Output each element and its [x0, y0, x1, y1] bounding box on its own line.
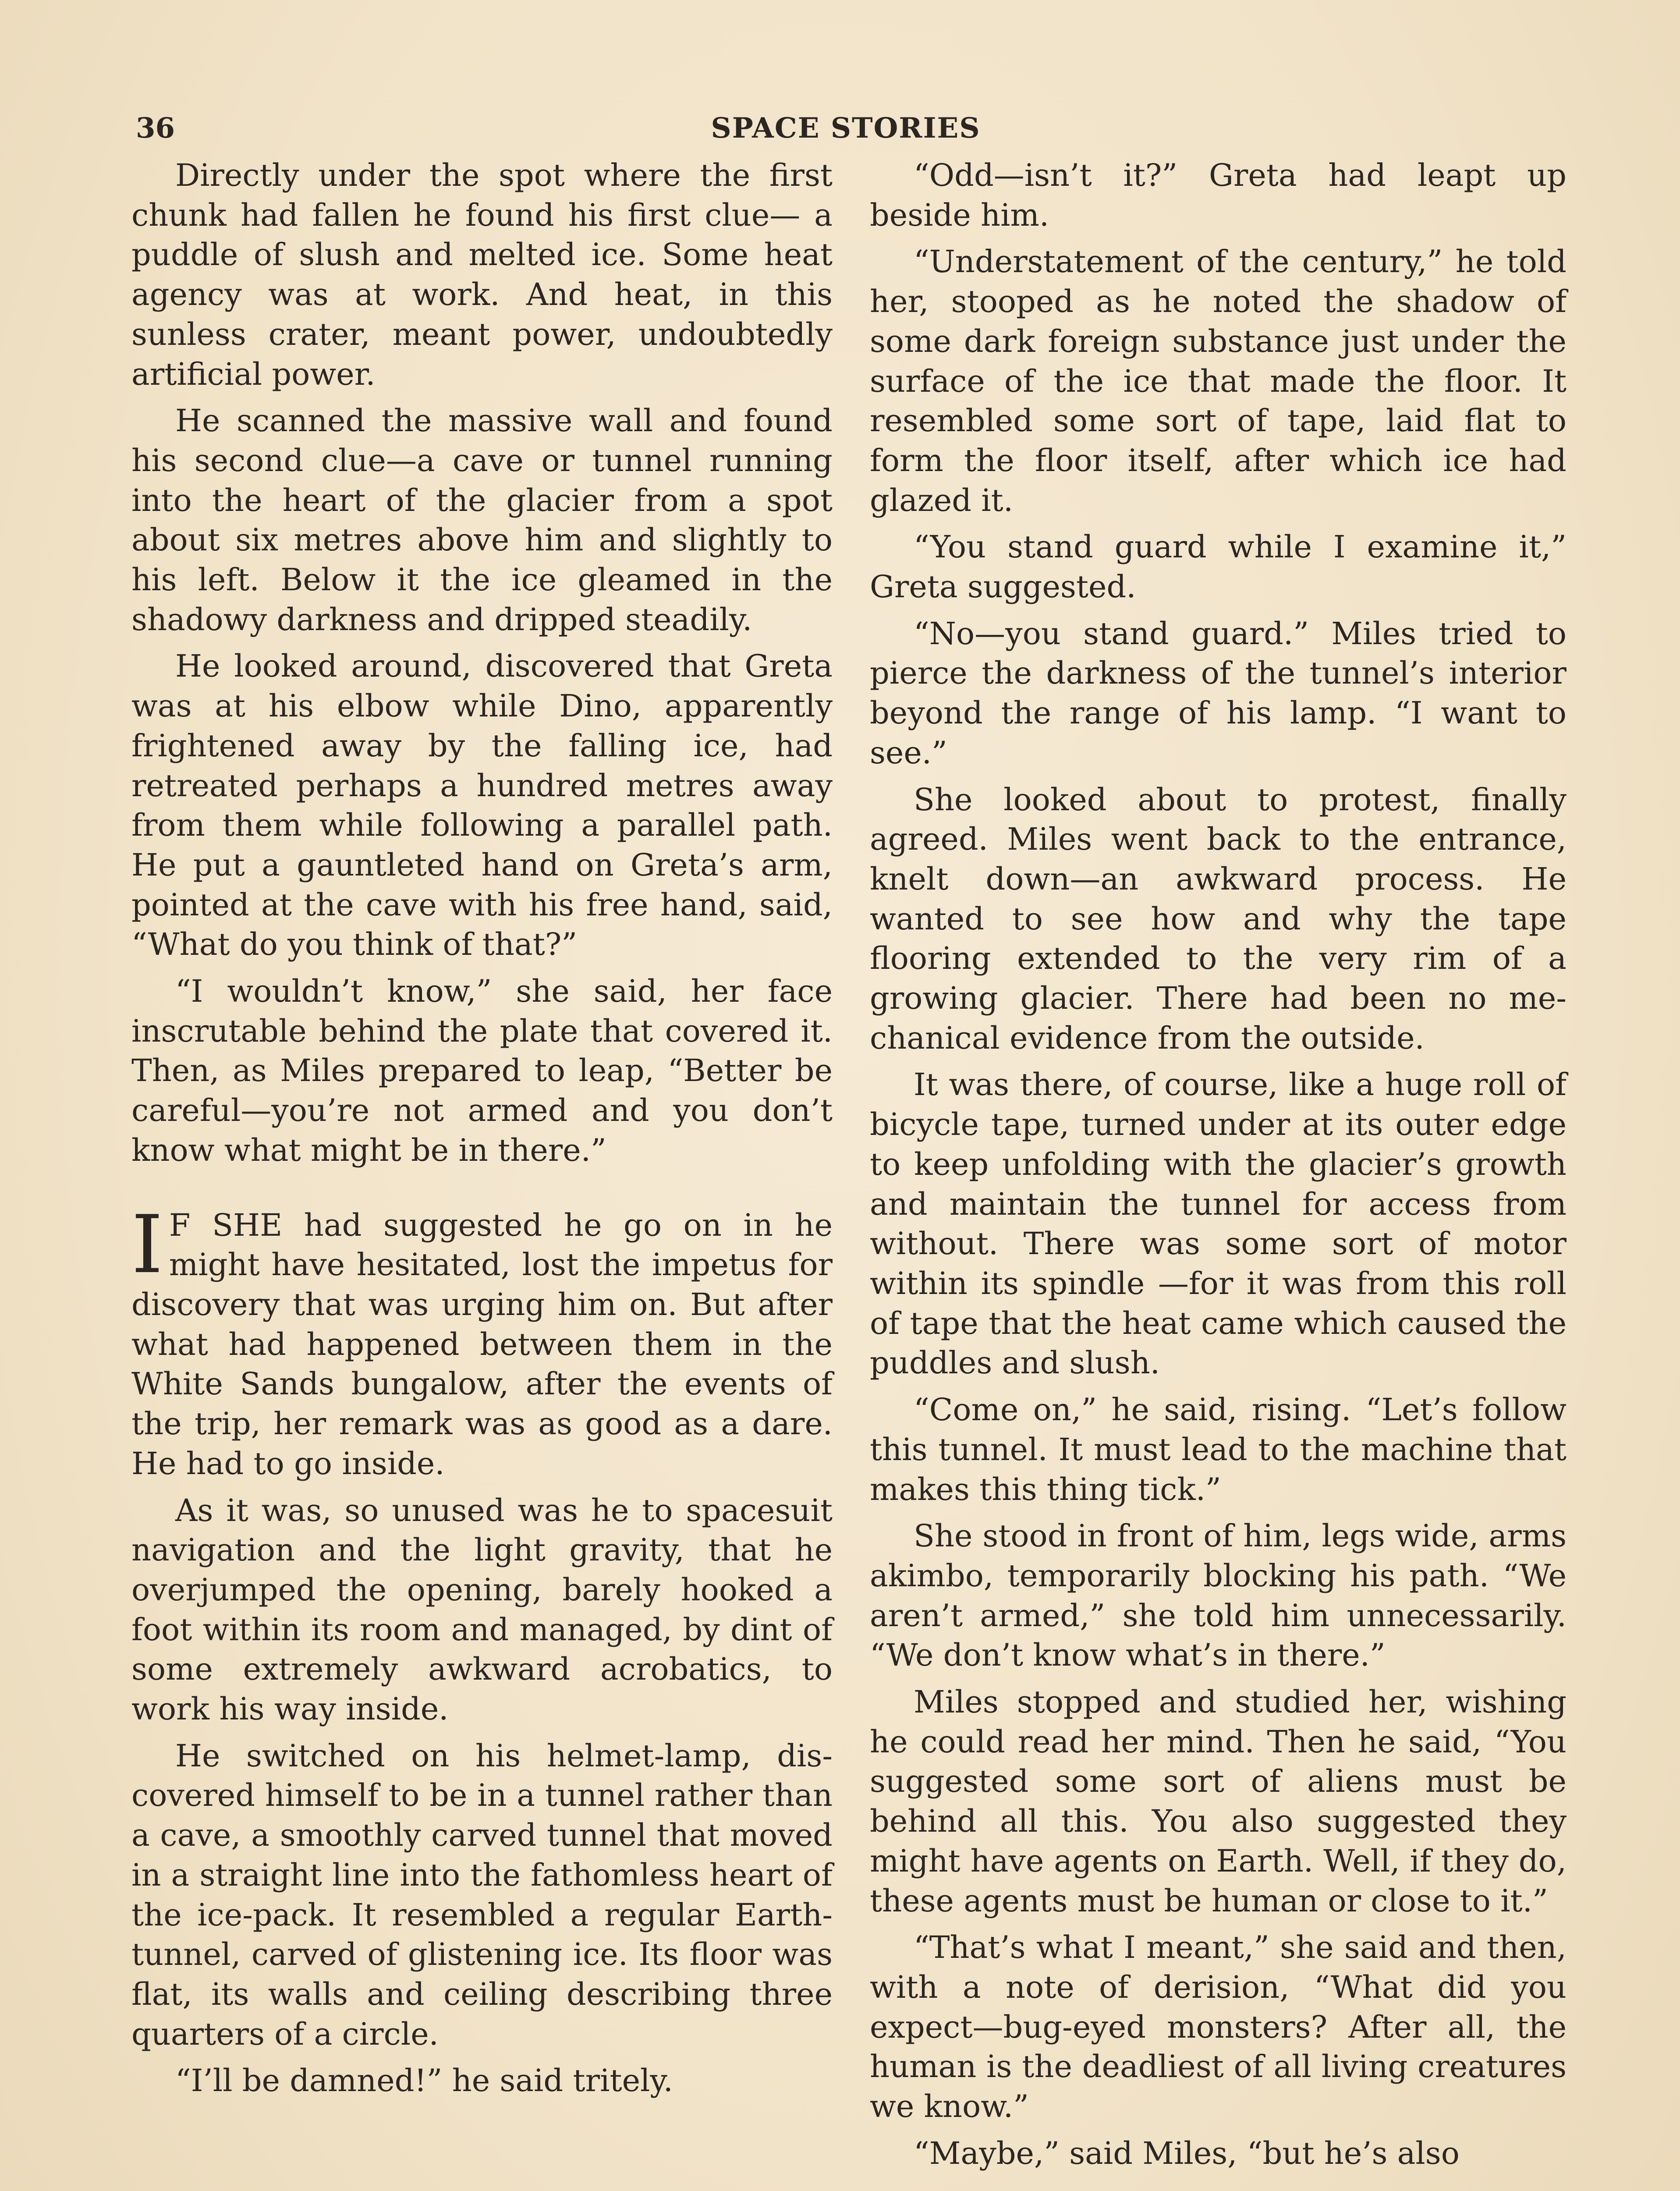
paragraph: “You stand guard while I examine it,” Greta suggested.	[870, 529, 1567, 605]
paragraph: “Understatement of the century,” he told her, stooped as he noted the shadow of some dark foreign substance just under the surface of the ice that made the floor. It resembled some sort of tape, laid flat to form the floor itself, after which ice had glazed it.	[870, 244, 1567, 518]
drop-cap: I	[131, 1198, 163, 1291]
paragraph: It was there, of course, like a huge roll of bicycle tape, turned under at its outer edge to keep unfolding with the glacier’s growth and maintain the tunnel for access from without. There was some sort of motor within its spindle —for it was from this roll of tape that the heat came which caused the puddles and slush.	[870, 1067, 1567, 1381]
paragraph: Directly under the spot where the first chunk had fallen he found his first clue— a puddle of slush and melted ice. Some heat agency was at work. And heat, in this sunless crater, meant power, undoubtedly artificial power.	[131, 157, 833, 392]
paragraph: He looked around, discovered that Greta was at his elbow while Dino, apparently frightened away by the falling ice, had retreated perhaps a hundred metres away from them while following a parallel path. He put a gauntleted hand on Greta’s arm, pointed at the cave with his free hand, said, “What do you think of that?”	[131, 648, 833, 963]
running-head: SPACE STORIES	[711, 112, 981, 145]
section-opening-text: F SHE had suggested he go on in he might have hesitated, lost the impetus for discovery that was urging him on. But after what had happened between them in the White Sands bungalow, after the events of the trip, her remark was as good as a dare. He had to go inside.	[131, 1207, 833, 1482]
paragraph: He switched on his helmet-lamp, discovered himself to be in a tunnel rather than a cave, a smoothly carved tunnel that moved in a straight line into the fathomless heart of the ice-pack. It resembled a regular Earth-tunnel, carved of glistening ice. Its floor was flat, its walls and ceiling describing three quarters of a circle.	[131, 1737, 833, 2052]
right-column	[870, 156, 1567, 2180]
paragraph: “Odd—isn’t it?” Greta had leapt up beside him.	[870, 157, 1567, 233]
paragraph: She looked about to protest, finally agreed. Miles went back to the entrance, knelt down—an awkward process. He wanted to see how and why the tape flooring extended to the very rim of a growing glacier. There had been no mechanical evidence from the outside.	[870, 781, 1567, 1056]
paragraph: “I wouldn’t know,” she said, her face inscrutable behind the plate that covered it. Then, as Miles prepared to leap, “Better be careful—you’re not armed and you don’t know what might be in there.”	[131, 973, 833, 1168]
paragraph: As it was, so unused was he to spacesuit navigation and the light gravity, that he overjumped the opening, barely hooked a foot within its room and managed, by dint of some extremely awkward acrobatics, to work his way inside.	[131, 1492, 833, 1727]
paragraph: “Come on,” he said, rising. “Let’s follow this tunnel. It must lead to the machine that makes this thing tick.”	[870, 1392, 1567, 1507]
page-header	[131, 112, 1560, 147]
paragraph: “No—you stand guard.” Miles tried to pierce the darkness of the tunnel’s interior beyond the range of his lamp. “I want to see.”	[870, 615, 1567, 771]
section-break	[131, 1170, 833, 1205]
page-number: 36	[136, 112, 175, 145]
paragraph: She stood in front of him, legs wide, arms akimbo, temporarily blocking his path. “We aren’t armed,” she told him unnecessarily. “We don’t know what’s in there.”	[870, 1518, 1567, 1673]
paragraph: Miles stopped and studied her, wishing he could read her mind. Then he said, “You suggested some sort of aliens must be behind all this. You also suggested they might have agents on Earth. Well, if they do, these agents must be human or close to it.”	[870, 1684, 1567, 1919]
paragraph: He scanned the massive wall and found his second clue—a cave or tunnel running into the heart of the glacier from a spot about six metres above him and slightly to his left. Below it the ice gleamed in the shadowy darkness and dripped steadily.	[131, 403, 833, 638]
paragraph: “I’ll be damned!” he said tritely.	[175, 2063, 673, 2099]
paragraph: “Maybe,” said Miles, “but he’s also	[914, 2135, 1460, 2171]
left-column	[131, 156, 833, 2108]
paragraph: “That’s what I meant,” she said and then, with a note of derision, “What did you expect—bug-eyed monsters? After all, the human is the deadliest of all living creatures we know.”	[870, 1929, 1567, 2125]
section-opening-paragraph	[131, 1198, 833, 1484]
